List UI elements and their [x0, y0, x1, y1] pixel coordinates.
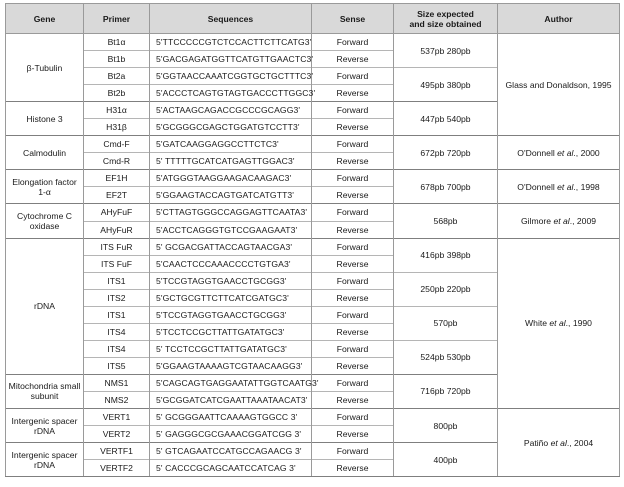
- sequences-header: Sequences: [150, 4, 312, 34]
- gene-cell: Histone 3: [6, 102, 84, 136]
- sequence-cell: 5'TTCCCCCGTCTCCACTTCTTCATG3': [150, 34, 312, 51]
- sequence-cell: 5' GAGGGCGCGAAACGGATCGG 3': [150, 426, 312, 443]
- primer-cell: Bt1α: [84, 34, 150, 51]
- primer-cell: Cmd-R: [84, 153, 150, 170]
- size-header-line2: and size obtained: [409, 18, 482, 29]
- sequence-cell: 5'TCCGTAGGTGAACCTGCGG3': [150, 306, 312, 323]
- sense-cell: Reverse: [312, 323, 394, 340]
- sequence-cell: 5'ATGGGTAAGGAAGACAAGAC3': [150, 170, 312, 187]
- sequence-cell: 5'ACCTCAGGGTGTCCGAAGAAT3': [150, 221, 312, 238]
- primer-cell: EF1H: [84, 170, 150, 187]
- gene-cell: Mitochondria small subunit: [6, 374, 84, 408]
- sequence-cell: 5'GCTGCGTTCTTCATCGATGC3': [150, 289, 312, 306]
- size-cell: 672pb 720pb: [394, 136, 498, 170]
- sequence-cell: 5' GTCAGAATCCATGCCAGAACG 3': [150, 443, 312, 460]
- primer-cell: Bt2a: [84, 68, 150, 85]
- author-cell: Gilmore et al., 2009: [498, 204, 620, 238]
- primer-cell: AHyFuF: [84, 204, 150, 221]
- size-cell: 570pb: [394, 306, 498, 340]
- sequence-cell: 5'GCGGGCGAGCTGGATGTCCTT3': [150, 119, 312, 136]
- sense-cell: Forward: [312, 238, 394, 255]
- primer-cell: ITS4: [84, 340, 150, 357]
- size-cell: 400pb: [394, 443, 498, 477]
- size-header: [394, 4, 498, 34]
- sequence-cell: 5' CACCCGCAGCAATCCATCAG 3': [150, 460, 312, 477]
- size-cell: 678pb 700pb: [394, 170, 498, 204]
- sequence-cell: 5'CAACTCCCAAACCCCTGTGA3': [150, 255, 312, 272]
- table-row: [6, 409, 620, 426]
- sense-cell: Reverse: [312, 85, 394, 102]
- sequence-cell: 5'TCCGTAGGTGAACCTGCGG3': [150, 272, 312, 289]
- size-cell: 716pb 720pb: [394, 374, 498, 408]
- sequence-cell: 5'ACCCTCAGTGTAGTGACCCTTGGC3': [150, 85, 312, 102]
- primer-cell: ITS1: [84, 272, 150, 289]
- sense-cell: Forward: [312, 34, 394, 51]
- primer-cell: Bt2b: [84, 85, 150, 102]
- table-row: [6, 34, 620, 51]
- gene-cell: Calmodulin: [6, 136, 84, 170]
- size-cell: 250pb 220pb: [394, 272, 498, 306]
- primer-cell: ITS4: [84, 323, 150, 340]
- primer-cell: NMS2: [84, 391, 150, 408]
- size-cell: 416pb 398pb: [394, 238, 498, 272]
- author-cell: O'Donnell et al., 2000: [498, 136, 620, 170]
- sense-cell: Forward: [312, 409, 394, 426]
- table-row: [6, 136, 620, 153]
- sense-cell: Forward: [312, 443, 394, 460]
- primer-cell: ITS1: [84, 306, 150, 323]
- size-cell: 495pb 380pb: [394, 68, 498, 102]
- sense-cell: Reverse: [312, 221, 394, 238]
- primer-cell: EF2T: [84, 187, 150, 204]
- gene-header: Gene: [6, 4, 84, 34]
- sequence-cell: 5'TCCTCCGCTTATTGATATGC3': [150, 323, 312, 340]
- sequence-cell: 5'GATCAAGGAGGCCTTCTC3': [150, 136, 312, 153]
- size-cell: 524pb 530pb: [394, 340, 498, 374]
- primer-cell: ITS2: [84, 289, 150, 306]
- sequence-cell: 5' TTTTTGCATCATGAGTTGGAC3': [150, 153, 312, 170]
- primer-cell: VERTF1: [84, 443, 150, 460]
- sense-cell: Reverse: [312, 153, 394, 170]
- sense-cell: Reverse: [312, 289, 394, 306]
- size-header-line1: Size expected: [417, 8, 474, 19]
- primer-cell: AHyFuR: [84, 221, 150, 238]
- primer-cell: H31β: [84, 119, 150, 136]
- sense-cell: Forward: [312, 306, 394, 323]
- size-cell: 447pb 540pb: [394, 102, 498, 136]
- primer-cell: ITS5: [84, 357, 150, 374]
- sense-cell: Forward: [312, 68, 394, 85]
- sequence-cell: 5' GCGGGAATTCAAAAGTGGCC 3': [150, 409, 312, 426]
- sense-cell: Forward: [312, 272, 394, 289]
- author-cell: Glass and Donaldson, 1995: [498, 34, 620, 136]
- primer-cell: VERTF2: [84, 460, 150, 477]
- sense-header: Sense: [312, 4, 394, 34]
- sequence-cell: 5'GGAAGTACCAGTGATCATGTT3': [150, 187, 312, 204]
- sequence-cell: 5'GGAAGTAAAAGTCGTAACAAGG3': [150, 357, 312, 374]
- sense-cell: Forward: [312, 204, 394, 221]
- sense-cell: Reverse: [312, 51, 394, 68]
- primer-cell: VERT2: [84, 426, 150, 443]
- sense-cell: Forward: [312, 102, 394, 119]
- sense-cell: Forward: [312, 136, 394, 153]
- author-cell: White et al., 1990: [498, 238, 620, 408]
- size-cell: 537pb 280pb: [394, 34, 498, 68]
- sense-cell: Reverse: [312, 391, 394, 408]
- sense-cell: Forward: [312, 340, 394, 357]
- gene-cell: Cytochrome C oxidase: [6, 204, 84, 238]
- author-header: Author: [498, 4, 620, 34]
- sense-cell: Reverse: [312, 426, 394, 443]
- primer-header: Primer: [84, 4, 150, 34]
- primer-cell: Bt1b: [84, 51, 150, 68]
- sequence-cell: 5'GCGGATCATCGAATTAAATAACAT3': [150, 391, 312, 408]
- sequence-cell: 5'GACGAGATGGTTCATGTTGAACTC3': [150, 51, 312, 68]
- sequence-cell: 5'GGTAACCAAATCGGTGCTGCTTTC3': [150, 68, 312, 85]
- gene-cell: β-Tubulin: [6, 34, 84, 102]
- sequence-cell: 5'ACTAAGCAGACCGCCCGCAGG3': [150, 102, 312, 119]
- primer-cell: ITS FuF: [84, 255, 150, 272]
- header-row: [6, 4, 620, 34]
- primer-cell: NMS1: [84, 374, 150, 391]
- sense-cell: Forward: [312, 170, 394, 187]
- primer-cell: ITS FuR: [84, 238, 150, 255]
- gene-cell: Elongation factor 1-α: [6, 170, 84, 204]
- sense-cell: Forward: [312, 374, 394, 391]
- gene-cell: Intergenic spacer rDNA: [6, 443, 84, 477]
- primer-cell: VERT1: [84, 409, 150, 426]
- table-row: [6, 170, 620, 187]
- sense-cell: Reverse: [312, 460, 394, 477]
- author-cell: O'Donnell et al., 1998: [498, 170, 620, 204]
- sequence-cell: 5' TCCTCCGCTTATTGATATGC3': [150, 340, 312, 357]
- sense-cell: Reverse: [312, 187, 394, 204]
- sense-cell: Reverse: [312, 255, 394, 272]
- sequence-cell: 5'CAGCAGTGAGGAATATTGGTCAATG3': [150, 374, 312, 391]
- table-row: [6, 204, 620, 221]
- sequence-cell: 5' GCGACGATTACCAGTAACGA3': [150, 238, 312, 255]
- size-cell: 568pb: [394, 204, 498, 238]
- primer-cell: Cmd-F: [84, 136, 150, 153]
- size-cell: 800pb: [394, 409, 498, 443]
- author-cell: Patiño et al., 2004: [498, 409, 620, 477]
- table-row: [6, 238, 620, 255]
- gene-cell: Intergenic spacer rDNA: [6, 409, 84, 443]
- sense-cell: Reverse: [312, 119, 394, 136]
- primer-cell: H31α: [84, 102, 150, 119]
- gene-cell: rDNA: [6, 238, 84, 374]
- sequence-cell: 5'CTTAGTGGGCCAGGAGTTCAATA3': [150, 204, 312, 221]
- primer-table: [5, 3, 620, 477]
- sense-cell: Reverse: [312, 357, 394, 374]
